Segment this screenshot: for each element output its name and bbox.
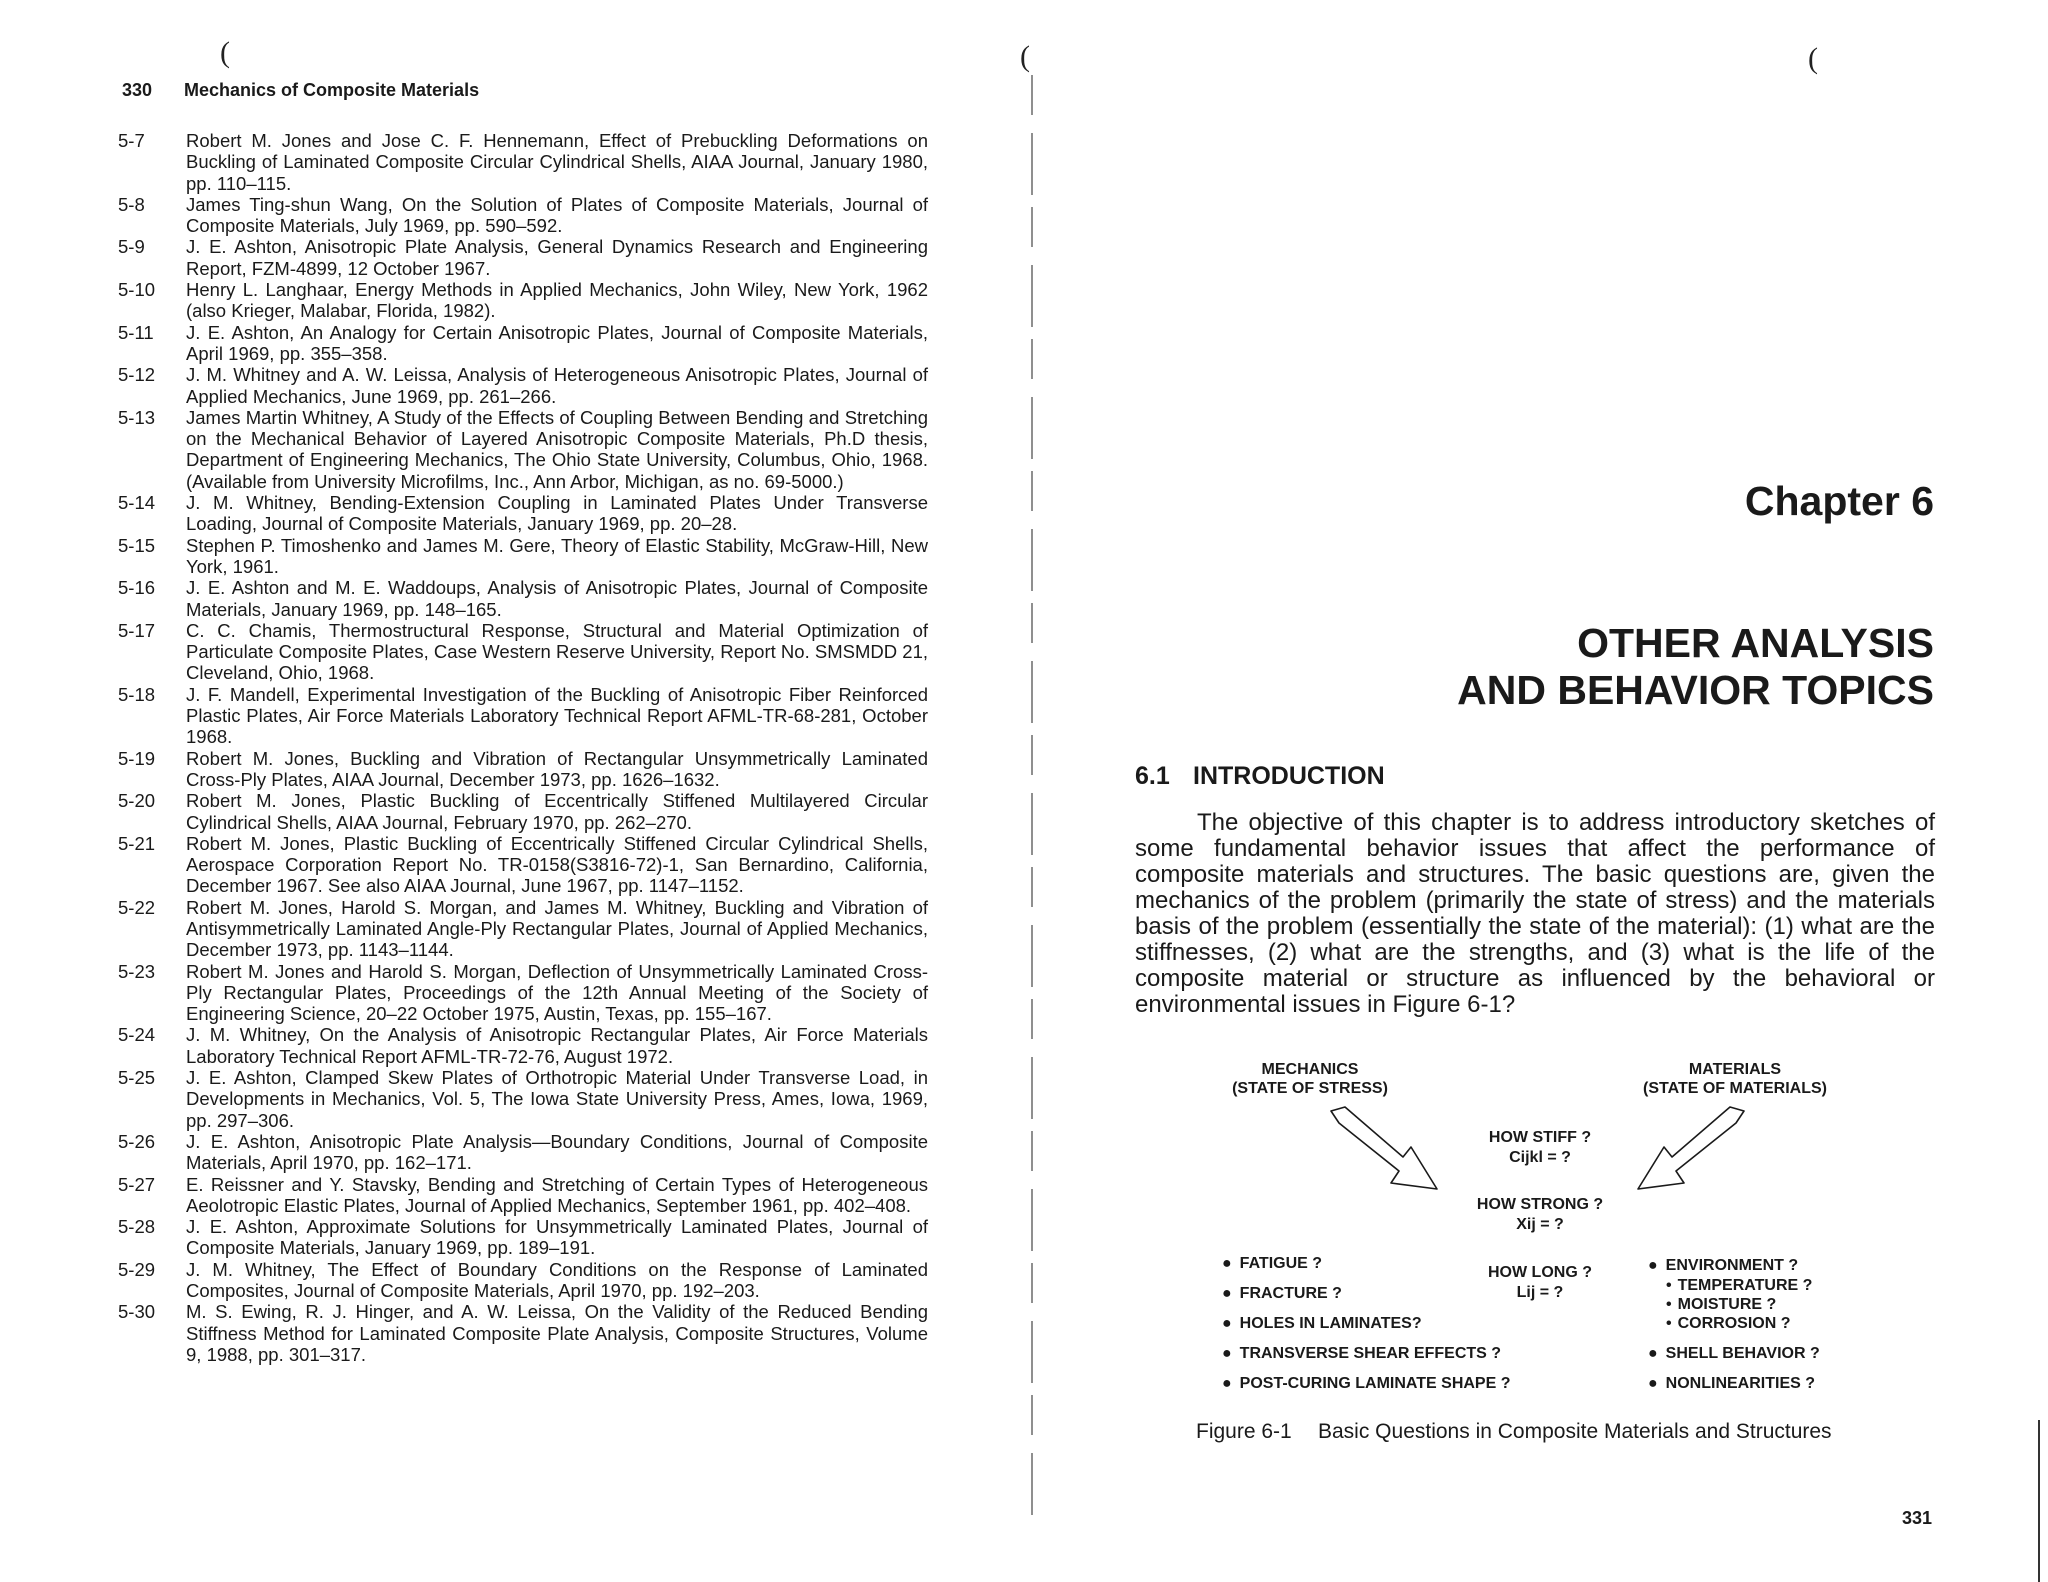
reference-text: J. E. Ashton and M. E. Waddoups, Analysis of Anisotropic Plates, Journal of Composite Materials, January 1969, pp. 148–165. (186, 577, 928, 620)
reference-number: 5-10 (118, 279, 156, 301)
reference-text: Stephen P. Timoshenko and James M. Gere, Theory of Elastic Stability, McGraw-Hill, New York, 1961. (186, 534, 928, 577)
reference-item (118, 897, 928, 961)
left-item-fracture: ● FRACTURE ? (1222, 1285, 1342, 1303)
strength-equation: Xij = ? (1516, 1216, 1564, 1233)
reference-number: 5-19 (118, 747, 156, 769)
how-long-label: HOW LONG ? (1488, 1264, 1592, 1281)
right-sub-item-corrosion: • CORROSION ? (1666, 1315, 1791, 1333)
reference-item (118, 684, 928, 748)
reference-number: 5-11 (118, 321, 154, 343)
reference-text: E. Reissner and Y. Stavsky, Bending and Stretching of Certain Types of Heterogeneous Aeolotropic Elastic Plates, Journal of Applied Mechanics, September 1961, pp. 402–408. (186, 1173, 928, 1216)
reference-number: 5-7 (118, 130, 145, 151)
reference-text: J. E. Ashton, Anisotropic Plate Analysis, General Dynamics Research and Engineering Report, FZM-4899, 12 October 1967. (186, 236, 928, 279)
materials-label (1610, 1060, 1860, 1098)
reference-number: 5-29 (118, 1258, 156, 1280)
reference-item (118, 833, 928, 897)
reference-item (118, 492, 928, 535)
reference-number: 5-26 (118, 1130, 156, 1152)
reference-item (118, 535, 928, 578)
left-item-holes: ● HOLES IN LAMINATES? (1222, 1315, 1422, 1333)
page-edge (2038, 1420, 2040, 1582)
reference-number: 5-15 (118, 534, 156, 556)
figure-6-1-diagram (1200, 1050, 1900, 1410)
chapter-label: Chapter 6 (1744, 478, 1934, 524)
reference-item (118, 322, 928, 365)
reference-text: C. C. Chamis, Thermostructural Response, Structural and Material Optimization of Particulate Composite Plates, Case Western Reserve University, Report No. SMSMDD 21, Cleveland, Ohio, 1968. (186, 619, 928, 684)
reference-text: Robert M. Jones and Jose C. F. Hennemann, Effect of Prebuckling Deformations on Buckling of Laminated Composite Circular Cylindrical Shells, AIAA Journal, January 1980, pp. 110–115. (186, 130, 928, 194)
reference-item (118, 1024, 928, 1067)
reference-number: 5-17 (118, 619, 156, 641)
left-item-transverse-shear: ● TRANSVERSE SHEAR EFFECTS ? (1222, 1345, 1501, 1363)
reference-text: Robert M. Jones, Plastic Buckling of Eccentrically Stiffened Circular Cylindrical Shells, Aerospace Corporation Report No. TR-0158(S3816-72)-1, San Bernardino, California, December 1967. See also AIAA Journal, June 1967, pp. 1147–1152. (186, 832, 928, 897)
reference-text: J. E. Ashton, Clamped Skew Plates of Orthotropic Material Under Transverse Load, in Developments in Mechanics, Vol. 5, The Iowa State University Press, Ames, Iowa, 1969, pp. 297–306. (186, 1067, 928, 1131)
right-item-nonlinearities: ● NONLINEARITIES ? (1648, 1375, 1815, 1393)
reference-item (118, 961, 928, 1025)
how-stiff-question (1450, 1128, 1630, 1168)
section-title: INTRODUCTION (1193, 762, 1385, 790)
reference-item (118, 407, 928, 492)
reference-item (118, 194, 928, 237)
reference-item (118, 748, 928, 791)
reference-text: J. E. Ashton, Approximate Solutions for Unsymmetrically Laminated Plates, Journal of Composite Materials, January 1969, pp. 189–191. (186, 1216, 928, 1259)
reference-item (118, 1301, 928, 1365)
left-item-post-curing: ● POST-CURING LAMINATE SHAPE ? (1222, 1375, 1511, 1393)
right-item-shell-behavior: ● SHELL BEHAVIOR ? (1648, 1345, 1820, 1363)
reference-text: James Martin Whitney, A Study of the Effects of Coupling Between Bending and Stretching on the Mechanical Behavior of Layered Anisotropic Composite Materials, Ph.D thesis, Department of Engineering Mechanics, The Ohio State University, Columbus, Ohio, 1968. (Available from University Microfilms, Inc., Ann Arbor, Michigan, as no. 69-5000.) (186, 406, 928, 492)
reference-number: 5-9 (118, 236, 145, 258)
materials-label-line-1: MATERIALS (1688, 1061, 1782, 1078)
chapter-title (1457, 620, 1934, 714)
mechanics-arrow-icon (1325, 1105, 1445, 1195)
scan-mark-1: ( (220, 36, 230, 69)
reference-number: 5-22 (118, 896, 156, 918)
reference-text: Henry L. Langhaar, Energy Methods in Applied Mechanics, John Wiley, New York, 1962 (also Krieger, Malabar, Florida, 1982). (186, 279, 928, 322)
reference-item (118, 130, 928, 194)
reference-text: Robert M. Jones, Harold S. Morgan, and James M. Whitney, Buckling and Vibration of Antisymmetrically Laminated Angle-Ply Rectangular Plates, Journal of Applied Mechanics, December 1973, pp. 1143–1144. (186, 896, 928, 961)
mechanics-label (1200, 1060, 1420, 1098)
reference-text: J. E. Ashton, An Analogy for Certain Anisotropic Plates, Journal of Composite Materials, April 1969, pp. 355–358. (186, 321, 928, 364)
figure-caption (1196, 1420, 1832, 1444)
reference-number: 5-28 (118, 1216, 156, 1238)
how-strong-label: HOW STRONG ? (1476, 1196, 1604, 1213)
how-strong-question (1450, 1195, 1630, 1235)
life-equation: Lij = ? (1516, 1284, 1564, 1301)
stiffness-equation: Cijkl = ? (1509, 1149, 1571, 1166)
running-head-title: Mechanics of Composite Materials (184, 80, 480, 100)
reference-number: 5-16 (118, 577, 156, 599)
reference-number: 5-8 (118, 193, 145, 215)
reference-text: Robert M. Jones, Plastic Buckling of Eccentrically Stiffened Multilayered Circular Cylindrical Shells, AIAA Journal, February 1970, pp. 262–270. (186, 790, 928, 833)
reference-item (118, 279, 928, 322)
reference-text: J. F. Mandell, Experimental Investigation of the Buckling of Anisotropic Fiber Reinforced Plastic Plates, Air Force Materials Laboratory Technical Report AFML-TR-68-281, October 1968. (186, 683, 928, 748)
reference-number: 5-21 (118, 832, 156, 854)
reference-item (118, 1067, 928, 1131)
reference-item (118, 236, 928, 279)
reference-item (118, 1216, 928, 1259)
intro-paragraph: The objective of this chapter is to address introductory sketches of some fundamental behavior issues that affect the performance of composite materials and structures. The basic questions are, given the mechanics of the problem (primarily the state of stress) and the materials basis of the problem (essentially the state of the material): (1) what are the stiffnesses, (2) what are the strengths, and (3) what is the life of the composite material or structure as influenced by the behavioral or environmental issues in Figure 6-1? (1135, 809, 1935, 1018)
materials-arrow-icon (1630, 1105, 1750, 1195)
section-number: 6.1 (1135, 762, 1170, 790)
scan-mark-3: ( (1808, 42, 1818, 75)
reference-text: J. M. Whitney, The Effect of Boundary Conditions on the Response of Laminated Composites, Journal of Composite Materials, April 1970, pp. 192–203. (186, 1258, 928, 1302)
right-sub-item-temperature: • TEMPERATURE ? (1666, 1277, 1812, 1295)
figure-caption-number: Figure 6-1 (1196, 1420, 1292, 1443)
reference-text: James Ting-shun Wang, On the Solution of Plates of Composite Materials, Journal of Composite Materials, July 1969, pp. 590–592. (186, 193, 928, 237)
reference-item (118, 790, 928, 833)
reference-number: 5-25 (118, 1067, 156, 1089)
reference-number: 5-20 (118, 790, 156, 812)
reference-text: J. M. Whitney, On the Analysis of Anisotropic Rectangular Plates, Air Force Materials Laboratory Technical Report AFML-TR-72-76, August 1972. (186, 1024, 928, 1067)
reference-number: 5-30 (118, 1301, 156, 1323)
reference-text: M. S. Ewing, R. J. Hinger, and A. W. Leissa, On the Validity of the Reduced Bending Stiffness Method for Laminated Composite Plate Analysis, Composite Structures, Volume 9, 1988, pp. 301–317. (186, 1301, 928, 1365)
reference-text: J. M. Whitney, Bending-Extension Coupling in Laminated Plates Under Transverse Loading, Journal of Composite Materials, January 1969, pp. 20–28. (186, 492, 928, 535)
how-long-question (1450, 1263, 1630, 1303)
scan-mark-2: ( (1020, 40, 1030, 73)
reference-number: 5-23 (118, 960, 156, 982)
reference-list (118, 130, 928, 1365)
figure-caption-text: Basic Questions in Composite Materials and Structures (1318, 1420, 1832, 1443)
reference-item (118, 1131, 928, 1174)
reference-number: 5-12 (118, 364, 156, 386)
reference-text: J. E. Ashton, Anisotropic Plate Analysis—Boundary Conditions, Journal of Composite Materials, April 1970, pp. 162–171. (186, 1130, 928, 1174)
reference-number: 5-14 (118, 492, 156, 514)
book-gutter (1031, 75, 1033, 1525)
right-sub-item-moisture: • MOISTURE ? (1666, 1296, 1776, 1314)
reference-text: Robert M. Jones and Harold S. Morgan, Deflection of Unsymmetrically Laminated Cross-Ply Rectangular Plates, Proceedings of the 12th Annual Meeting of the Society of Engineering Science, 20–22 October 1975, Austin, Texas, pp. 155–167. (186, 960, 928, 1025)
reference-item (118, 1174, 928, 1217)
reference-text: Robert M. Jones, Buckling and Vibration of Rectangular Unsymmetrically Laminated Cross-Ply Plates, AIAA Journal, December 1973, pp. 1626–1632. (186, 747, 928, 790)
reference-number: 5-13 (118, 406, 156, 428)
reference-text: J. M. Whitney and A. W. Leissa, Analysis of Heterogeneous Anisotropic Plates, Journal of Applied Mechanics, June 1969, pp. 261–266. (186, 364, 928, 407)
reference-item (118, 577, 928, 620)
mechanics-label-line-2: (STATE OF STRESS) (1232, 1080, 1388, 1097)
reference-number: 5-18 (118, 683, 156, 705)
mechanics-label-line-1: MECHANICS (1261, 1061, 1359, 1078)
chapter-title-line-2: AND BEHAVIOR TOPICS (1457, 667, 1934, 713)
right-item-environment: ● ENVIRONMENT ? (1648, 1257, 1798, 1275)
how-stiff-label: HOW STIFF ? (1488, 1129, 1592, 1146)
right-page-number: 331 (1901, 1508, 1932, 1528)
reference-item (118, 1259, 928, 1302)
reference-item (118, 364, 928, 407)
reference-number: 5-24 (118, 1024, 156, 1046)
left-page-number: 330 (122, 80, 153, 100)
reference-number: 5-27 (118, 1173, 156, 1195)
reference-item (118, 620, 928, 684)
running-head (122, 80, 479, 101)
left-item-fatigue: ● FATIGUE ? (1222, 1255, 1322, 1273)
section-heading (1135, 762, 1385, 791)
materials-label-line-2: (STATE OF MATERIALS) (1643, 1080, 1827, 1097)
chapter-title-line-1: OTHER ANALYSIS (1577, 620, 1934, 666)
